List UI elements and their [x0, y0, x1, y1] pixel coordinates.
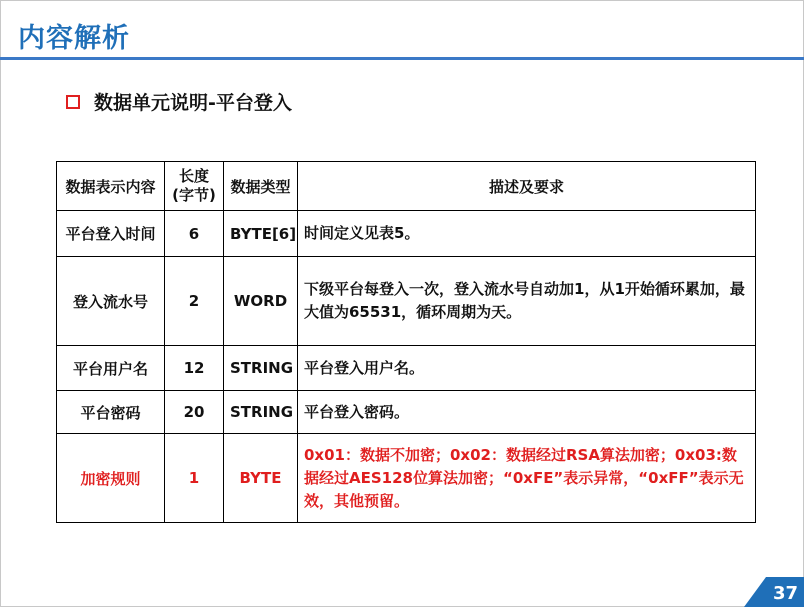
cell-name: 平台用户名 [57, 346, 165, 391]
header-divider [0, 57, 804, 60]
cell-name: 平台密码 [57, 391, 165, 434]
table-row [57, 211, 756, 257]
cell-desc: 时间定义见表5。 [298, 211, 756, 257]
section-title: 数据单元说明-平台登入 [94, 92, 292, 114]
cell-type: BYTE[6] [224, 211, 298, 257]
table-row [57, 391, 756, 434]
cell-name: 登入流水号 [57, 257, 165, 346]
table-row [57, 434, 756, 523]
cell-type: STRING [224, 391, 298, 434]
col-header-name: 数据表示内容 [57, 162, 165, 211]
cell-desc: 平台登入密码。 [298, 391, 756, 434]
section-heading [66, 88, 292, 115]
cell-desc: 下级平台每登入一次，登入流水号自动加1，从1开始循环累加，最大值为65531，循环周期为天。 [298, 257, 756, 346]
cell-length: 12 [165, 346, 224, 391]
cell-length: 20 [165, 391, 224, 434]
cell-type: STRING [224, 346, 298, 391]
data-unit-table [56, 161, 756, 523]
col-header-desc: 描述及要求 [298, 162, 756, 211]
cell-desc: 平台登入用户名。 [298, 346, 756, 391]
table-row [57, 346, 756, 391]
table-row [57, 257, 756, 346]
page-number-badge [744, 577, 804, 607]
cell-length: 6 [165, 211, 224, 257]
cell-length: 2 [165, 257, 224, 346]
cell-type: WORD [224, 257, 298, 346]
col-header-length: 长度 (字节) [165, 162, 224, 211]
header-title: 内容解析 [18, 23, 130, 54]
cell-length: 1 [165, 434, 224, 523]
page-number: 37 [772, 583, 798, 604]
col-header-type: 数据类型 [224, 162, 298, 211]
cell-type: BYTE [224, 434, 298, 523]
square-bullet-icon [66, 95, 80, 109]
cell-desc: 0x01：数据不加密；0x02：数据经过RSA算法加密；0x03:数据经过AES128位算法加密；“0xFE”表示异常，“0xFF”表示无效，其他预留。 [298, 434, 756, 523]
table-header-row [57, 162, 756, 211]
cell-name: 平台登入时间 [57, 211, 165, 257]
cell-name: 加密规则 [57, 434, 165, 523]
